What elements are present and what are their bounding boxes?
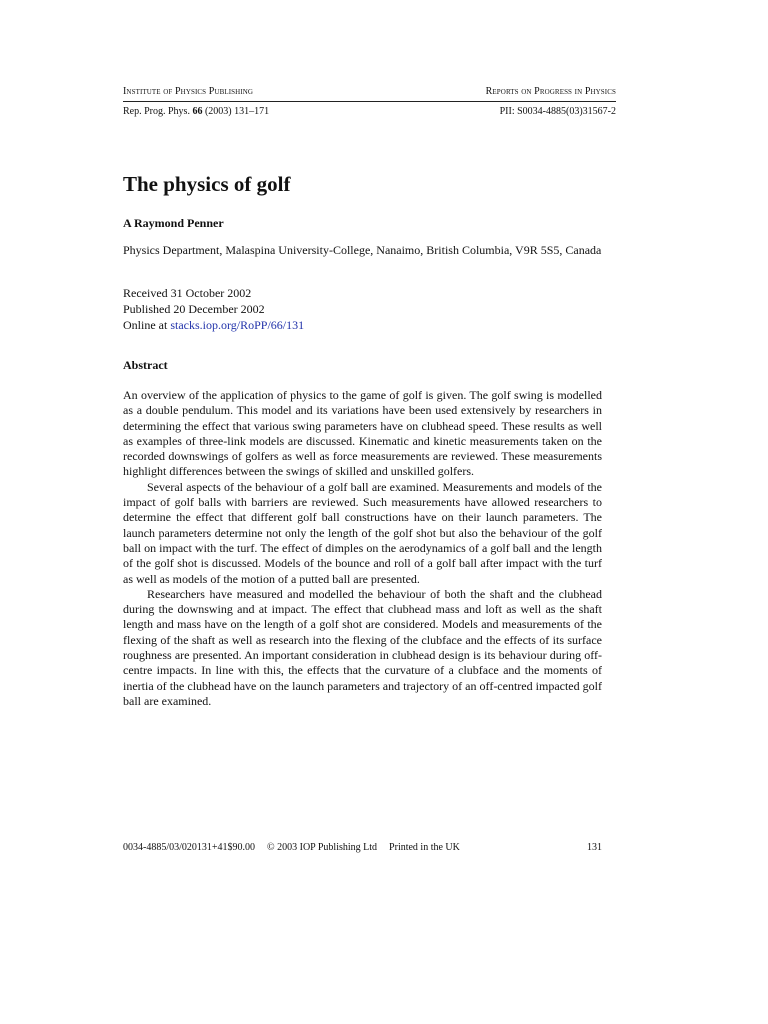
publication-dates — [123, 285, 304, 333]
running-header — [123, 86, 616, 100]
received-date: Received 31 October 2002 — [123, 286, 252, 300]
footer-info — [123, 842, 472, 853]
affiliation: Physics Department, Malaspina University-College, Nanaimo, British Columbia, V9R 5S5, Canada — [123, 243, 602, 257]
journal-name: Reports on Progress in Physics — [485, 86, 616, 97]
online-line — [123, 317, 304, 333]
publisher-name: Institute of Physics Publishing — [123, 86, 254, 97]
citation-line — [123, 106, 616, 120]
abstract-body — [123, 388, 602, 709]
issn-code: 0034-4885/03/020131+41$90.00 — [123, 842, 256, 853]
header-rule — [123, 101, 616, 102]
printed-in: Printed in the UK — [389, 842, 460, 853]
citation-suffix: (2003) 131–171 — [204, 106, 270, 117]
page-footer — [123, 842, 602, 856]
citation — [123, 106, 269, 117]
abstract-paragraph: An overview of the application of physics to the game of golf is given. The golf swing is modelled as a double pendulum. This model and its variations have been used extensively by researchers in determining the effect that various swing parameters have on clubhead speed. These results as well as examples of three-link models are discussed. Kinematic and kinetic measurements taken on the recorded downswings of golfers as well as force measurements are reviewed. These measurements highlight differences between the swings of skilled and unskilled golfers. — [123, 388, 602, 479]
citation-volume: 66 — [192, 106, 203, 117]
abstract-paragraph: Several aspects of the behaviour of a golf ball are examined. Measurements and models of the impact of golf balls with barriers are reviewed. Such measurements have allowed researchers to determine the effect that different golf ball constructions have on their launch parameters. The launch parameters determine not only the length of the golf shot but also the behaviour of the golf ball on impact with the turf. The effect of dimples on the aerodynamics of a golf ball and the length of the golf shot is discussed. Models of the bounce and roll of a golf ball after impact with the turf as well as models of the motion of a putted ball are presented. — [123, 479, 602, 586]
citation-prefix: Rep. Prog. Phys. — [123, 106, 190, 117]
published-date: Published 20 December 2002 — [123, 302, 265, 316]
article-title: The physics of golf — [123, 172, 291, 196]
author: A Raymond Penner — [123, 216, 224, 230]
page-number: 131 — [587, 842, 602, 853]
abstract-heading: Abstract — [123, 358, 168, 372]
online-link[interactable]: stacks.iop.org/RoPP/66/131 — [170, 318, 305, 332]
copyright: © 2003 IOP Publishing Ltd — [267, 842, 378, 853]
pii: PII: S0034-4885(03)31567-2 — [499, 106, 616, 117]
abstract-paragraph: Researchers have measured and modelled the behaviour of both the shaft and the clubhead during the downswing and at impact. The effect that clubhead mass and loft as well as the shaft length and mass have on the length of a golf shot are considered. Models and measurements of the flexing of the shaft as well as research into the flexing of the clubface and the effects of its surface roughness are presented. An important consideration in clubhead design is its behaviour during off-centre impacts. In line with this, the effects that the curvature of a clubface and the moments of inertia of the clubhead have on the launch parameters and trajectory of an off-centred impacted golf ball are examined. — [123, 586, 602, 708]
online-prefix: Online at — [123, 318, 168, 332]
